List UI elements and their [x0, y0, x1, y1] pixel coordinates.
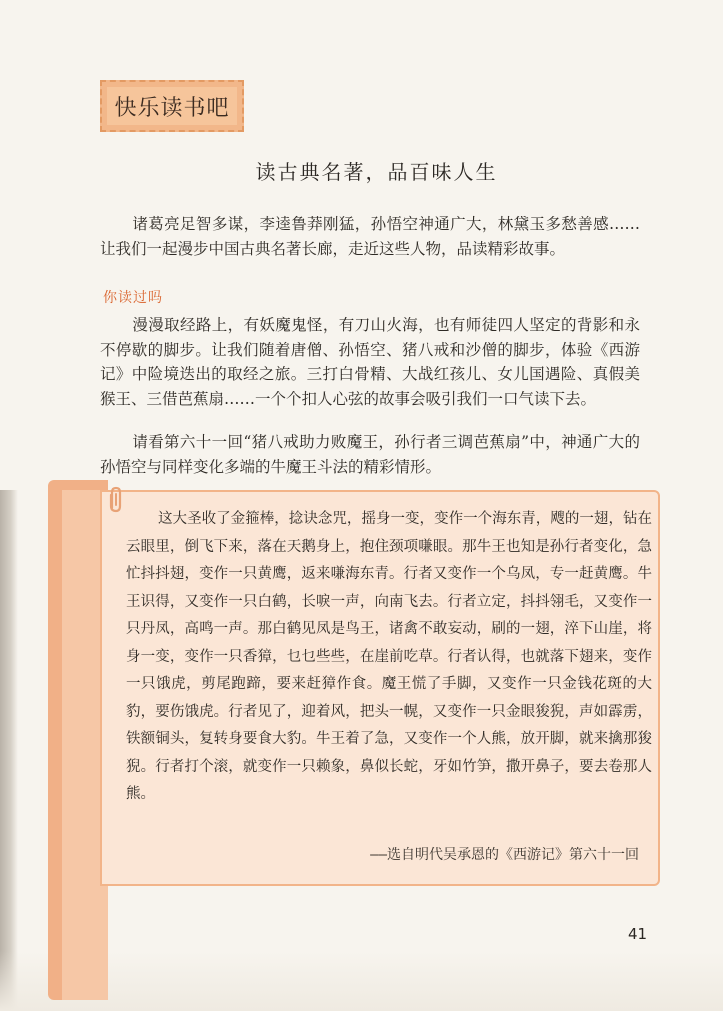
page-bottom-shade [0, 951, 723, 1011]
paperclip-icon [104, 486, 128, 514]
body-paragraph-2-text: 漫漫取经路上，有妖魔鬼怪，有刀山火海，也有师徒四人坚定的背影和永不停歇的脚步。让我们随着唐僧、孙悟空、猪八戒和沙僧的脚步，体验《西游记》中险境迭出的取经之旅。三打白骨精、大战红孩儿、女儿国遇险、真假美猴王、三借芭蕉扇……一个个扣人心弦的故事会吸引我们一口气读下去。 [100, 316, 640, 408]
body-paragraph-3-text: 请看第六十一回“猪八戒助力败魔王，孙行者三调芭蕉扇”中，神通广大的孙悟空与同样变化多端的牛魔王斗法的精彩情形。 [100, 433, 640, 476]
excerpt-source: ——选自明代吴承恩的《西游记》第六十一回 [370, 847, 639, 863]
section-banner [100, 80, 244, 132]
intro-paragraph [100, 212, 640, 261]
intro-text: 诸葛亮足智多谋，李逵鲁莽刚猛，孙悟空神通广大，林黛玉多愁善感……让我们一起漫步中国古典名著长廊，走近这些人物，品读精彩故事。 [100, 215, 640, 258]
body-paragraph-2 [100, 313, 640, 411]
page-title: 读古典名著，品百味人生 [255, 160, 498, 184]
page-edge-shadow [0, 490, 18, 1011]
page-number: 41 [628, 925, 648, 943]
body-paragraph-3 [100, 430, 640, 479]
subheading: 你读过吗 [103, 290, 163, 306]
excerpt-body: 这大圣收了金箍棒，捻诀念咒，摇身一变，变作一个海东青，飕的一翅，钻在云眼里，倒飞下来，落在天鹅身上，抱住颈项嗛眼。那牛王也知是孙行者变化，急忙抖抖翅，变作一只黄鹰，返来嗛海东青。行者又变作一个乌凤，专一赶黄鹰。牛王识得，又变作一只白鹤，长唳一声，向南飞去。行者立定，抖抖翎毛，又变作一只丹凤，高鸣一声。那白鹤见凤是鸟王，诸禽不敢妄动，刷的一翅，淬下山崖，将身一变，变作一只香獐，乜乜些些，在崖前吃草。行者认得，也就落下翅来，变作一只饿虎，剪尾跑蹄，要来赶獐作食。魔王慌了手脚，又变作一只金钱花斑的大豹，要伤饿虎。行者见了，迎着风，把头一幌，又变作一只金眼狻猊，声如霹雳，铁额铜头，复转身要食大豹。牛王着了急，又变作一个人熊，放开脚，就来擒那狻猊。行者打个滚，就变作一只赖象，鼻似长蛇，牙如竹笋，撒开鼻子，要去卷那人熊。 [126, 511, 652, 802]
banner-label: 快乐读书吧 [114, 95, 230, 121]
excerpt-text [126, 506, 652, 809]
